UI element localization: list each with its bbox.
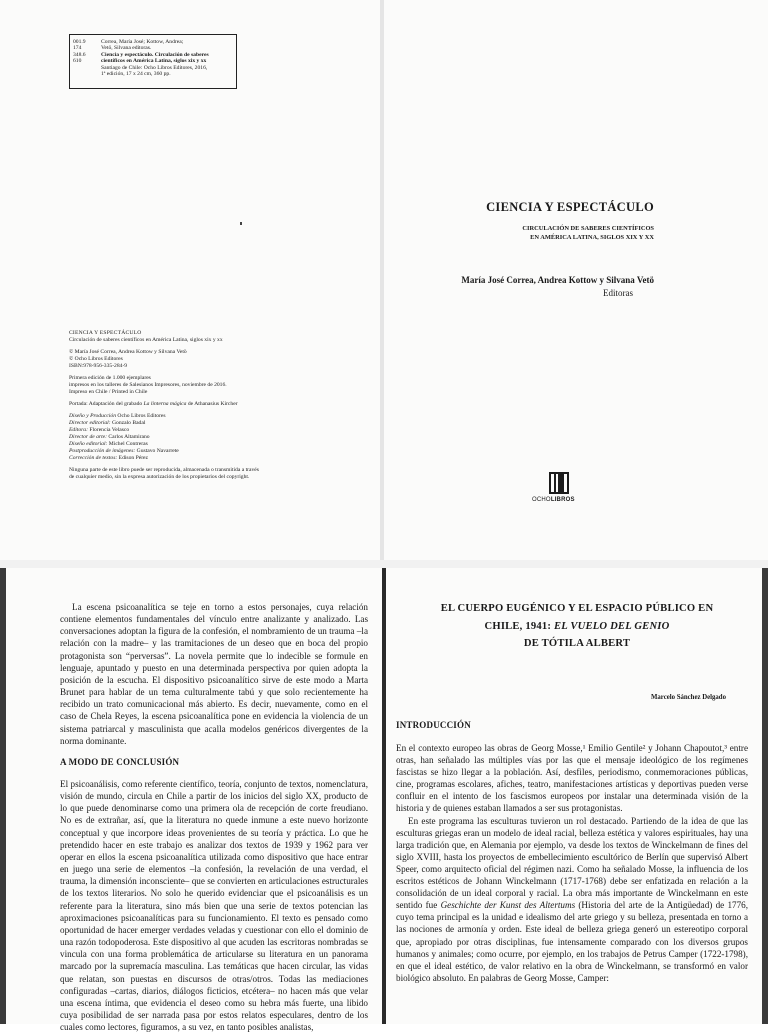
copyright-book-title: CIENCIA Y ESPECTÁCULO <box>69 330 142 336</box>
chapter-page <box>386 568 768 1024</box>
credit-line: Director editorial: Gonzalo Badal <box>69 420 146 426</box>
catalog-code: 174 <box>73 45 82 52</box>
text-page-left <box>0 568 382 1033</box>
catalog-line: científicos en América Latina, siglos xix y xx <box>101 58 207 65</box>
catalog-code: 610 <box>73 58 82 65</box>
copyright-block <box>69 330 369 486</box>
credit-line: Director de arte: Carlos Altamirano <box>69 434 150 440</box>
chapter-paragraph: En el contexto europeo las obras de Georg Mosse,¹ Emilio Gentile² y Johann Chapoutot,³ entre otras, han señalado las múltiples vías por las que el mensaje ideológico de los regímenes fascistas se hizo llegar a la población. Así, desfiles, periodismo, conmemoraciones públicas, cine, programas escolares, afiches, teatro, manifestaciones artísticas y deportivas pueden verse confluir en el intento de los fascismos europeos por instalar una determinada visión de la historia y de quienes estaban llamados a ser sus protagonistas. <box>396 743 748 814</box>
catalog-line: 1ª edición, 17 x 24 cm, 360 pp. <box>101 71 171 78</box>
catalog-line: Santiago de Chile: Ocho Libros Editores, 2016, <box>101 64 208 71</box>
chapter-body <box>396 742 748 984</box>
scan-edge-right <box>762 568 768 1024</box>
book-title: CIENCIA Y ESPECTÁCULO <box>486 200 654 214</box>
catalog-body <box>101 39 233 84</box>
printing-line: Primera edición de 1.000 ejemplares <box>69 375 151 381</box>
rights-line: © Ocho Libros Editores <box>69 356 123 362</box>
credit-line: Diseño y Producción Ocho Libros Editores <box>69 413 166 419</box>
printing-line: impresos en los talleres de Salesianos Impresores, noviembre de 2016. <box>69 382 227 388</box>
cover-rest: de Athanasius Kircher <box>186 401 238 407</box>
subtitle-line: CIRCULACIÓN DE SABERES CIENTÍFICOS <box>522 225 654 232</box>
spread-gutter-bottom <box>382 568 386 1024</box>
catalog-line: Vetö, Silvana editoras. <box>101 45 152 52</box>
left-paragraph: La escena psicoanalítica se teje en torno a estos personajes, cuya relación contiene elementos fundamentales del vínculo entre analizante y analizado. Las conversaciones adoptan la figura de la confesión, el nombramiento de un trauma –la relación con la madre– y las tramitaciones de un deseo que en boca del propio protagonista son “perversas”. La novela permite que lo indecible se formule en lenguaje, apuntado y puesto en una determinada perspectiva por quien adopta la posición de la escucha. El dispositivo psicoanalítico sirve de este modo a Marta Brunet para hablar de un tema culturalmente tabú y que solo recientemente ha recibido un trato comunicacional más abierto. Es decir, nuevamente, como en el caso de Chela Reyes, la escena psicoanalítica pone en evidencia la violencia de un sistema patriarcal y masculinista que acalla modelos genéricos divergentes de la norma dominante. <box>60 602 368 746</box>
chapter-paragraph: En este programa las esculturas tuvieron un rol destacado. Partiendo de la idea de que las esculturas griegas eran un modelo de ideal racial, belleza estética y valores espirituales, hay una larga tradición que, en Alemania por ejemplo, va desde los textos de Winckelmann de fines del siglo XVIII, hasta los proyectos de embellecimiento escultórico de Berlín que supervisó Albert Speer, como arquitecto oficial del régimen nazi. Como ha señalado Mosse, la influencia de los escritos estéticos de Johann Winckelmann (1717-1768) debe ser enfatizada en relación a la consolidación de un ideal corporal y racial. La obra más importante de Winckelmann en este sentido fue Geschichte der Kunst des Altertums (Historia del arte de la Antigüedad) de 1776, cuyo tema principal es la unidad e idealismo del arte griego y su belleza, presentada en torno a las nociones de armonía y orden. Este ideal de belleza griega generó un estereotipo corporal que, apropiado por otras disciplinas, fue intensamente comparado con los diversos grupos humanos y animales; como ocurre, por ejemplo, en los trabajos de Petrus Camper (1722-1798), en que el ideal estético, de valor relativo en la obra de Winckelmann, se transformó en valor biológico absoluto. En palabras de Georg Mosse, Camper: <box>396 815 748 983</box>
editors-role: Editoras <box>603 288 633 298</box>
book-editors: María José Correa, Andrea Kottow y Silvana Vetö <box>461 275 654 285</box>
cover-work: La linterna mágica <box>143 401 187 407</box>
left-paragraph: El psicoanálisis, como referente científico, teoría, conjunto de textos, nomenclatura, visión de mundo, circula en Chile a partir de los inicios del siglo XX, producto de lo que puede denominarse como una primera ola de recepción de corte freudiano. No es de extrañar, así, que la literatura no quede inmune a este nuevo horizonte conceptual y que incorpore ideas provenientes de su teoría y práctica. Lo que he pretendido hacer en este trabajo es analizar dos textos de 1939 y 1962 para ver operar en ellos la escena psicoanalítica utilizada como dispositivo que hace entrar en juego una serie de elementos –la confesión, la revelación de una verdad, el trauma, la dimensión inconsciente– que se convierten en articulaciones estructurales de los textos literarios. No solo he querido evidenciar que el psicoanálisis es un referente para la literatura, sino más bien que una serie de textos potencian las aproximaciones psicoanalíticas para su funcionamiento. El texto es pensado como oportunidad de hacer emerger verdades veladas y cuestionar con ello el dominio de una razón todopoderosa. Este dispositivo al que acuden las escritoras nombradas se vincula con una forma problemática de articularse su literatura en un panorama marcado por la supremacía masculina. Las temáticas que hacen circular, las vidas que relatan, son puestas en discursos de otras/otros. Todas las mediaciones configuradas –cartas, diarios, diálogos ficticios, etcétera– no hacen más que velar una escena íntima, que evidencia el deseo como su hebra más fuerte, una libido cuya posibilidad de ser narrada pasa por estos relatos especulares, dentro de los cuales como lectores, figuramos, a su vez, en tanto posibles analistas, <box>60 779 368 1033</box>
cover-label: Portada: Adaptación del grabado <box>69 401 144 407</box>
isbn: ISBN:978-956-335-284-9 <box>69 363 128 369</box>
publisher-name: OCHOLIBROS <box>532 497 575 503</box>
publisher-logo-icon <box>549 472 569 494</box>
catalog-line: Ciencia y espectáculo. Circulación de saberes <box>101 51 209 58</box>
book-subtitle <box>384 224 768 242</box>
spread-gutter-top <box>380 0 384 560</box>
cover-credit <box>69 401 369 408</box>
page-separator <box>0 560 768 568</box>
copyright-book-subtitle: Circulación de saberes científicos en América Latina, siglos xix y xx <box>69 337 223 343</box>
section-heading: A MODO DE CONCLUSIÓN <box>60 757 180 767</box>
left-paragraph-1-wrap <box>60 601 368 747</box>
subtitle-line: EN AMÉRICA LATINA, SIGLOS XIX Y XX <box>530 234 654 241</box>
chapter-title-line: EL CUERPO EUGÉNICO Y EL ESPACIO PÚBLICO EN <box>440 603 714 614</box>
credit-line: Editora: Florencia Velasco <box>69 427 130 433</box>
chapter-title <box>386 600 768 653</box>
credit-line: Postproducción de imágenes: Gustavo Navarrete <box>69 448 179 454</box>
left-paragraph-2-wrap <box>60 778 368 1033</box>
title-page <box>384 0 768 560</box>
copyright-page <box>0 0 380 560</box>
scan-mark <box>240 222 242 225</box>
printing-line: Impreso en Chile / Printed in Chile <box>69 389 148 395</box>
chapter-title-line: DE TÓTILA ALBERT <box>523 638 631 649</box>
chapter-author: Marcelo Sánchez Delgado <box>650 694 726 701</box>
notice-line: Ninguna parte de este libro puede ser reproducida, almacenada o transmitida a través <box>69 467 259 473</box>
catalog-line: Correa, María José; Kottow, Andrea; <box>101 39 184 45</box>
introduction-heading: INTRODUCCIÓN <box>396 720 471 730</box>
credit-line: Diseño editorial: Michel Contreras <box>69 441 148 447</box>
scan-edge-left <box>0 568 6 1024</box>
catalog-codes <box>73 39 101 84</box>
chapter-title-line: CHILE, 1941: EL VUELO DEL GENIO <box>484 620 670 632</box>
catalog-code: 348.6 <box>73 51 86 58</box>
catalog-card <box>69 34 237 89</box>
catalog-code: 001.9 <box>73 39 86 45</box>
credit-line: Corrección de textos: Edison Pérez <box>69 455 149 461</box>
rights-line: © María José Correa, Andrea Kottow y Silvana Vetö <box>69 349 187 355</box>
notice-line: de cualquier medio, sin la expresa autorización de los propietarios del copyright. <box>69 474 250 480</box>
